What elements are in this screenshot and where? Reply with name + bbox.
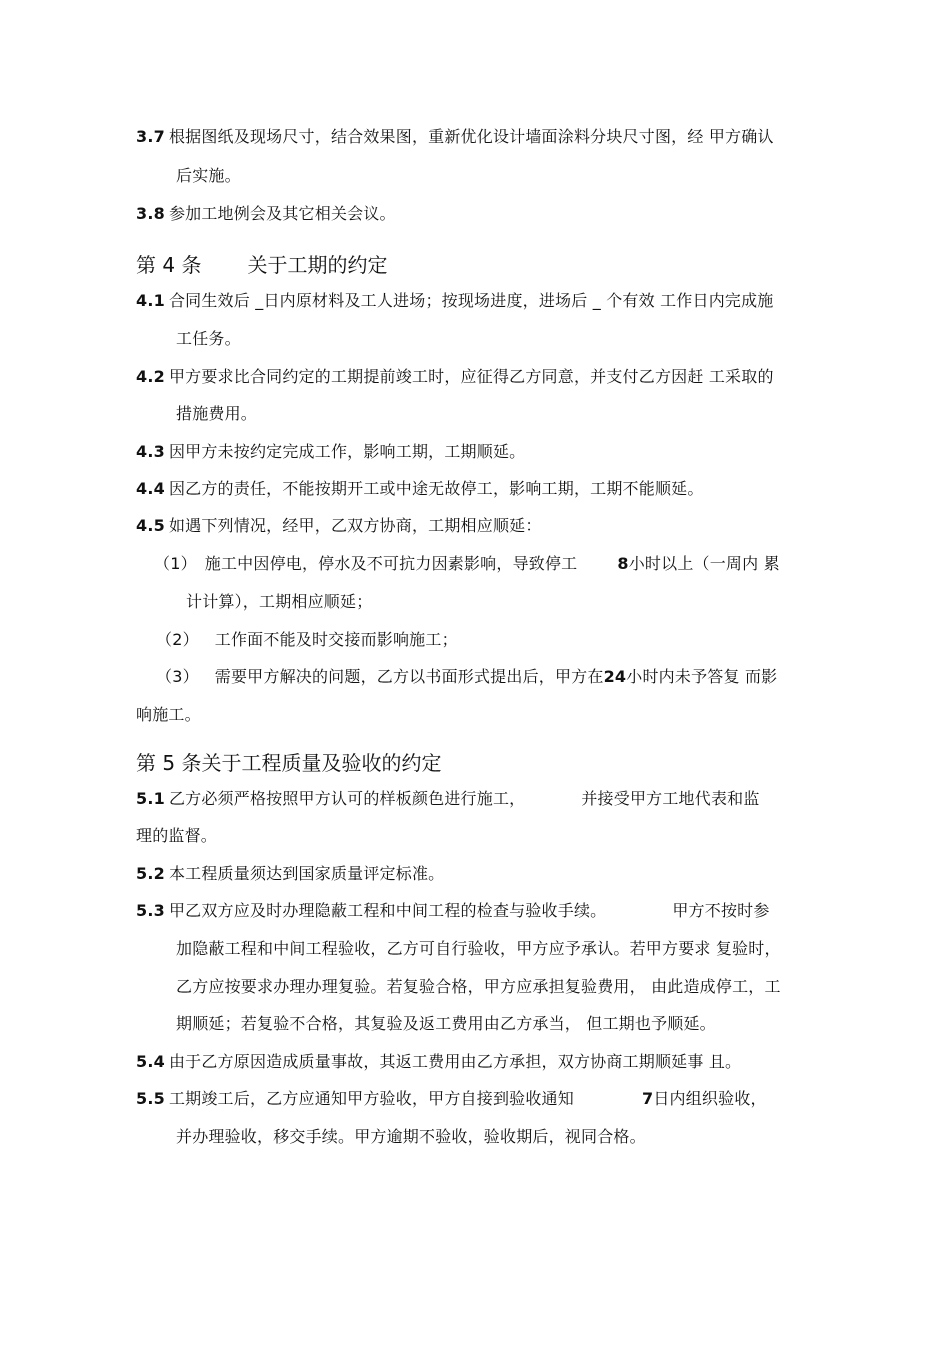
clause-text: 由于乙方原因造成质量事故，其返工费用由乙方承担，双方协商工期顺延事 且。 (168, 1052, 742, 1071)
sub-item-3 (156, 667, 777, 687)
clause-5-5-cont (176, 1127, 646, 1147)
clause-text: 并接受甲方工地代表和监 (581, 789, 760, 808)
clause-5-3-cont-2 (176, 977, 781, 997)
clause-4-4 (136, 479, 704, 499)
sub-item-hours: 24 (603, 667, 627, 686)
sub-item-text: 需要甲方解决的问题，乙方以书面形式提出后，甲方在 (214, 667, 604, 686)
sub-item-text: 工作面不能及时交接而影响施工； (214, 630, 458, 649)
clause-days: 7 (641, 1089, 654, 1108)
sub-item-1-cont (186, 592, 372, 612)
clause-text: 乙方应按要求办理办理复验。若复验合格，甲方应承担复验费用， 由此造成停工，工 (176, 977, 781, 996)
sub-item-number: （2） (156, 630, 199, 649)
clause-number: 4.2 (136, 367, 165, 386)
clause-4-2-cont (176, 404, 257, 424)
clause-4-3 (136, 442, 525, 462)
clause-number: 4.4 (136, 479, 165, 498)
clause-5-4 (136, 1052, 741, 1072)
clause-number: 5.4 (136, 1052, 165, 1071)
clause-text: 根据图纸及现场尺寸，结合效果图，重新优化设计墙面涂料分块尺寸图，经 甲方确认 (168, 127, 774, 146)
clause-number: 3.7 (136, 127, 165, 146)
clause-3-7 (136, 127, 774, 147)
clause-5-1-cont (136, 826, 217, 846)
clause-4-1-cont (176, 329, 241, 349)
clause-text: 工期竣工后，乙方应通知甲方验收，甲方自接到验收通知 (168, 1089, 574, 1108)
clause-text: 因甲方未按约定完成工作，影响工期，工期顺延。 (168, 442, 526, 461)
sub-item-text: 计计算），工期相应顺延； (186, 592, 373, 611)
clause-text: 并办理验收，移交手续。甲方逾期不验收，验收期后，视同合格。 (176, 1127, 646, 1146)
article-4-heading (136, 253, 387, 277)
article-5-heading (136, 751, 441, 775)
clause-4-5 (136, 516, 542, 536)
clause-number: 5.2 (136, 864, 165, 883)
sub-item-number: （3） (156, 667, 199, 686)
clause-5-5 (136, 1089, 767, 1109)
clause-text: 本工程质量须达到国家质量评定标准。 (168, 864, 445, 883)
article-title: 关于工期的约定 (247, 253, 388, 277)
clause-number: 3.8 (136, 204, 165, 223)
clause-5-3-cont-1 (176, 939, 781, 959)
clause-number: 5.5 (136, 1089, 165, 1108)
sub-item-text: 施工中因停电，停水及不可抗力因素影响，导致停工 (204, 554, 578, 573)
clause-number: 4.1 (136, 291, 165, 310)
clause-text: 理的监督。 (136, 826, 218, 845)
clause-text: 后实施。 (176, 166, 241, 185)
sub-item-2 (156, 630, 458, 650)
clause-text: 甲方要求比合同约定的工期提前竣工时，应征得乙方同意，并支付乙方因赶 工采取的 (168, 367, 774, 386)
sub-item-3-cont (136, 705, 201, 725)
clause-text: 因乙方的责任，不能按期开工或中途无故停工，影响工期，工期不能顺延。 (168, 479, 704, 498)
sub-item-text: 小时内未予答复 而影 (626, 667, 778, 686)
sub-item-hours: 8 (617, 554, 629, 573)
clause-text: 乙方必须严格按照甲方认可的样板颜色进行施工， (168, 789, 526, 808)
clause-number: 4.5 (136, 516, 165, 535)
sub-item-number: （1） (154, 554, 197, 573)
clause-5-2 (136, 864, 444, 884)
article-label: 第 4 条 (136, 253, 202, 277)
clause-text: 日内组织验收， (653, 1089, 767, 1108)
clause-number: 4.3 (136, 442, 165, 461)
clause-5-1 (136, 789, 760, 809)
clause-text: 甲乙双方应及时办理隐蔽工程和中间工程的检查与验收手续。 (168, 901, 607, 920)
sub-item-1 (154, 554, 780, 574)
article-title: 第 5 条关于工程质量及验收的约定 (136, 751, 442, 775)
clause-5-3 (136, 901, 770, 921)
clause-text: 措施费用。 (176, 404, 258, 423)
clause-4-1 (136, 291, 774, 311)
clause-number: 5.1 (136, 789, 165, 808)
sub-item-text: 小时以上（一周内 累 (628, 554, 780, 573)
clause-5-3-cont-3 (176, 1014, 716, 1034)
clause-text: 合同生效后 _日内原材料及工人进场；按现场进度，进场后 _ 个有效 工作日内完成施 (168, 291, 774, 310)
clause-3-7-cont (176, 166, 241, 186)
clause-text: 参加工地例会及其它相关会议。 (168, 204, 396, 223)
clause-4-2 (136, 367, 774, 387)
clause-3-8 (136, 204, 396, 224)
clause-text: 工任务。 (176, 329, 241, 348)
clause-text: 如遇下列情况，经甲，乙双方协商，工期相应顺延： (168, 516, 542, 535)
clause-number: 5.3 (136, 901, 165, 920)
clause-text: 加隐蔽工程和中间工程验收，乙方可自行验收，甲方应予承认。若甲方要求 复验时， (176, 939, 781, 958)
clause-text: 期顺延；若复验不合格，其复验及返工费用由乙方承当， 但工期也予顺延。 (176, 1014, 716, 1033)
clause-text: 甲方不按时参 (672, 901, 770, 920)
sub-item-text: 响施工。 (136, 705, 201, 724)
